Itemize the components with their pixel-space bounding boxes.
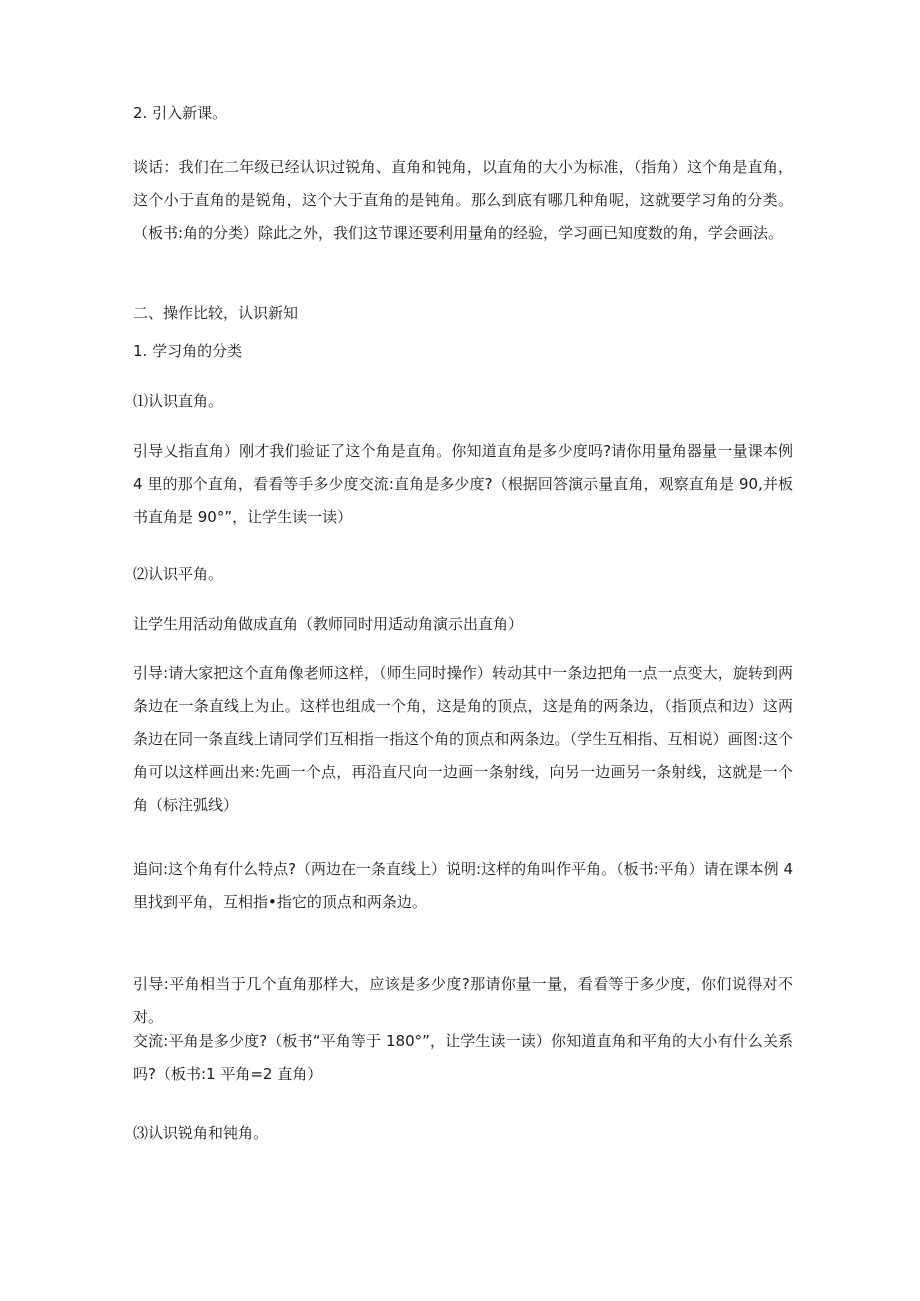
subheading-acute-obtuse: ⑶认识锐角和钝角。 — [133, 1124, 269, 1142]
paragraph-straight-angle-guide: 引导:请大家把这个直角像老师这样，（师生同时操作）转动其中一条边把角一点一点变大，旋转到两条边在一条直线上为止。这样也组成一个角，这是角的顶点，这是角的两条边，（指顶点和边）这两条边在同一条直线上请同学们互相指一指这个角的顶点和两条边。（学生互相指、互相说）画图:这个角可以这样画出来:先画一个点，再沿直尺向一边画一条射线，向另一边画另一条射线，这就是一个角（标注弧线） — [133, 664, 793, 814]
paragraph-exchange: 交流:平角是多少度?（板书“平角等于 180°”，让学生读一读）你知道直角和平角的大小有什么关系吗?（板书:1 平角=2 直角） — [133, 1032, 793, 1083]
section-heading-operation: 二、操作比较，认识新知 — [133, 304, 299, 322]
subheading-right-angle: ⑴认识直角。 — [133, 392, 224, 410]
subheading-angle-classification: 1. 学习角的分类 — [133, 342, 243, 360]
paragraph-follow-up-question: 追问:这个角有什么特点?（两边在一条直线上）说明:这样的角叫作平角。（板书:平角）请在课本例 4 里找到平角，互相指•指它的顶点和两条边。 — [133, 860, 793, 911]
paragraph-activity-angle: 让学生用活动角做成直角（教师同时用适动角演示出直角） — [133, 615, 524, 633]
section-heading-new-lesson: 2. 引入新课。 — [133, 104, 228, 122]
paragraph-measure-guide: 引导:平角相当于几个直角那样大，应该是多少度?那请你量一量，看看等于多少度，你们说得对不对。 — [133, 975, 793, 1026]
paragraph-talk: 谈话：我们在二年级已经认识过锐角、直角和钝角，以直角的大小为标准，（指角）这个角是直角，这个小于直角的是锐角，这个大于直角的是钝角。那么到底有哪几种角呢，这就要学习角的分类。（板书:角的分类）除此之外，我们这节课还要利用量角的经验，学习画已知度数的角，学会画法。 — [133, 158, 793, 242]
subheading-straight-angle: ⑵认识平角。 — [133, 565, 224, 583]
paragraph-right-angle-guide: 引导乂指直角）刚才我们验证了这个角是直角。你知道直角是多少度吗?请你用量角器量一量课本例 4 里的那个直角，看看等手多少度交流:直角是多少度?（根据回答演示量直角，观察直角是 90,并板书直角是 90°”，让学生读一读） — [133, 442, 793, 526]
